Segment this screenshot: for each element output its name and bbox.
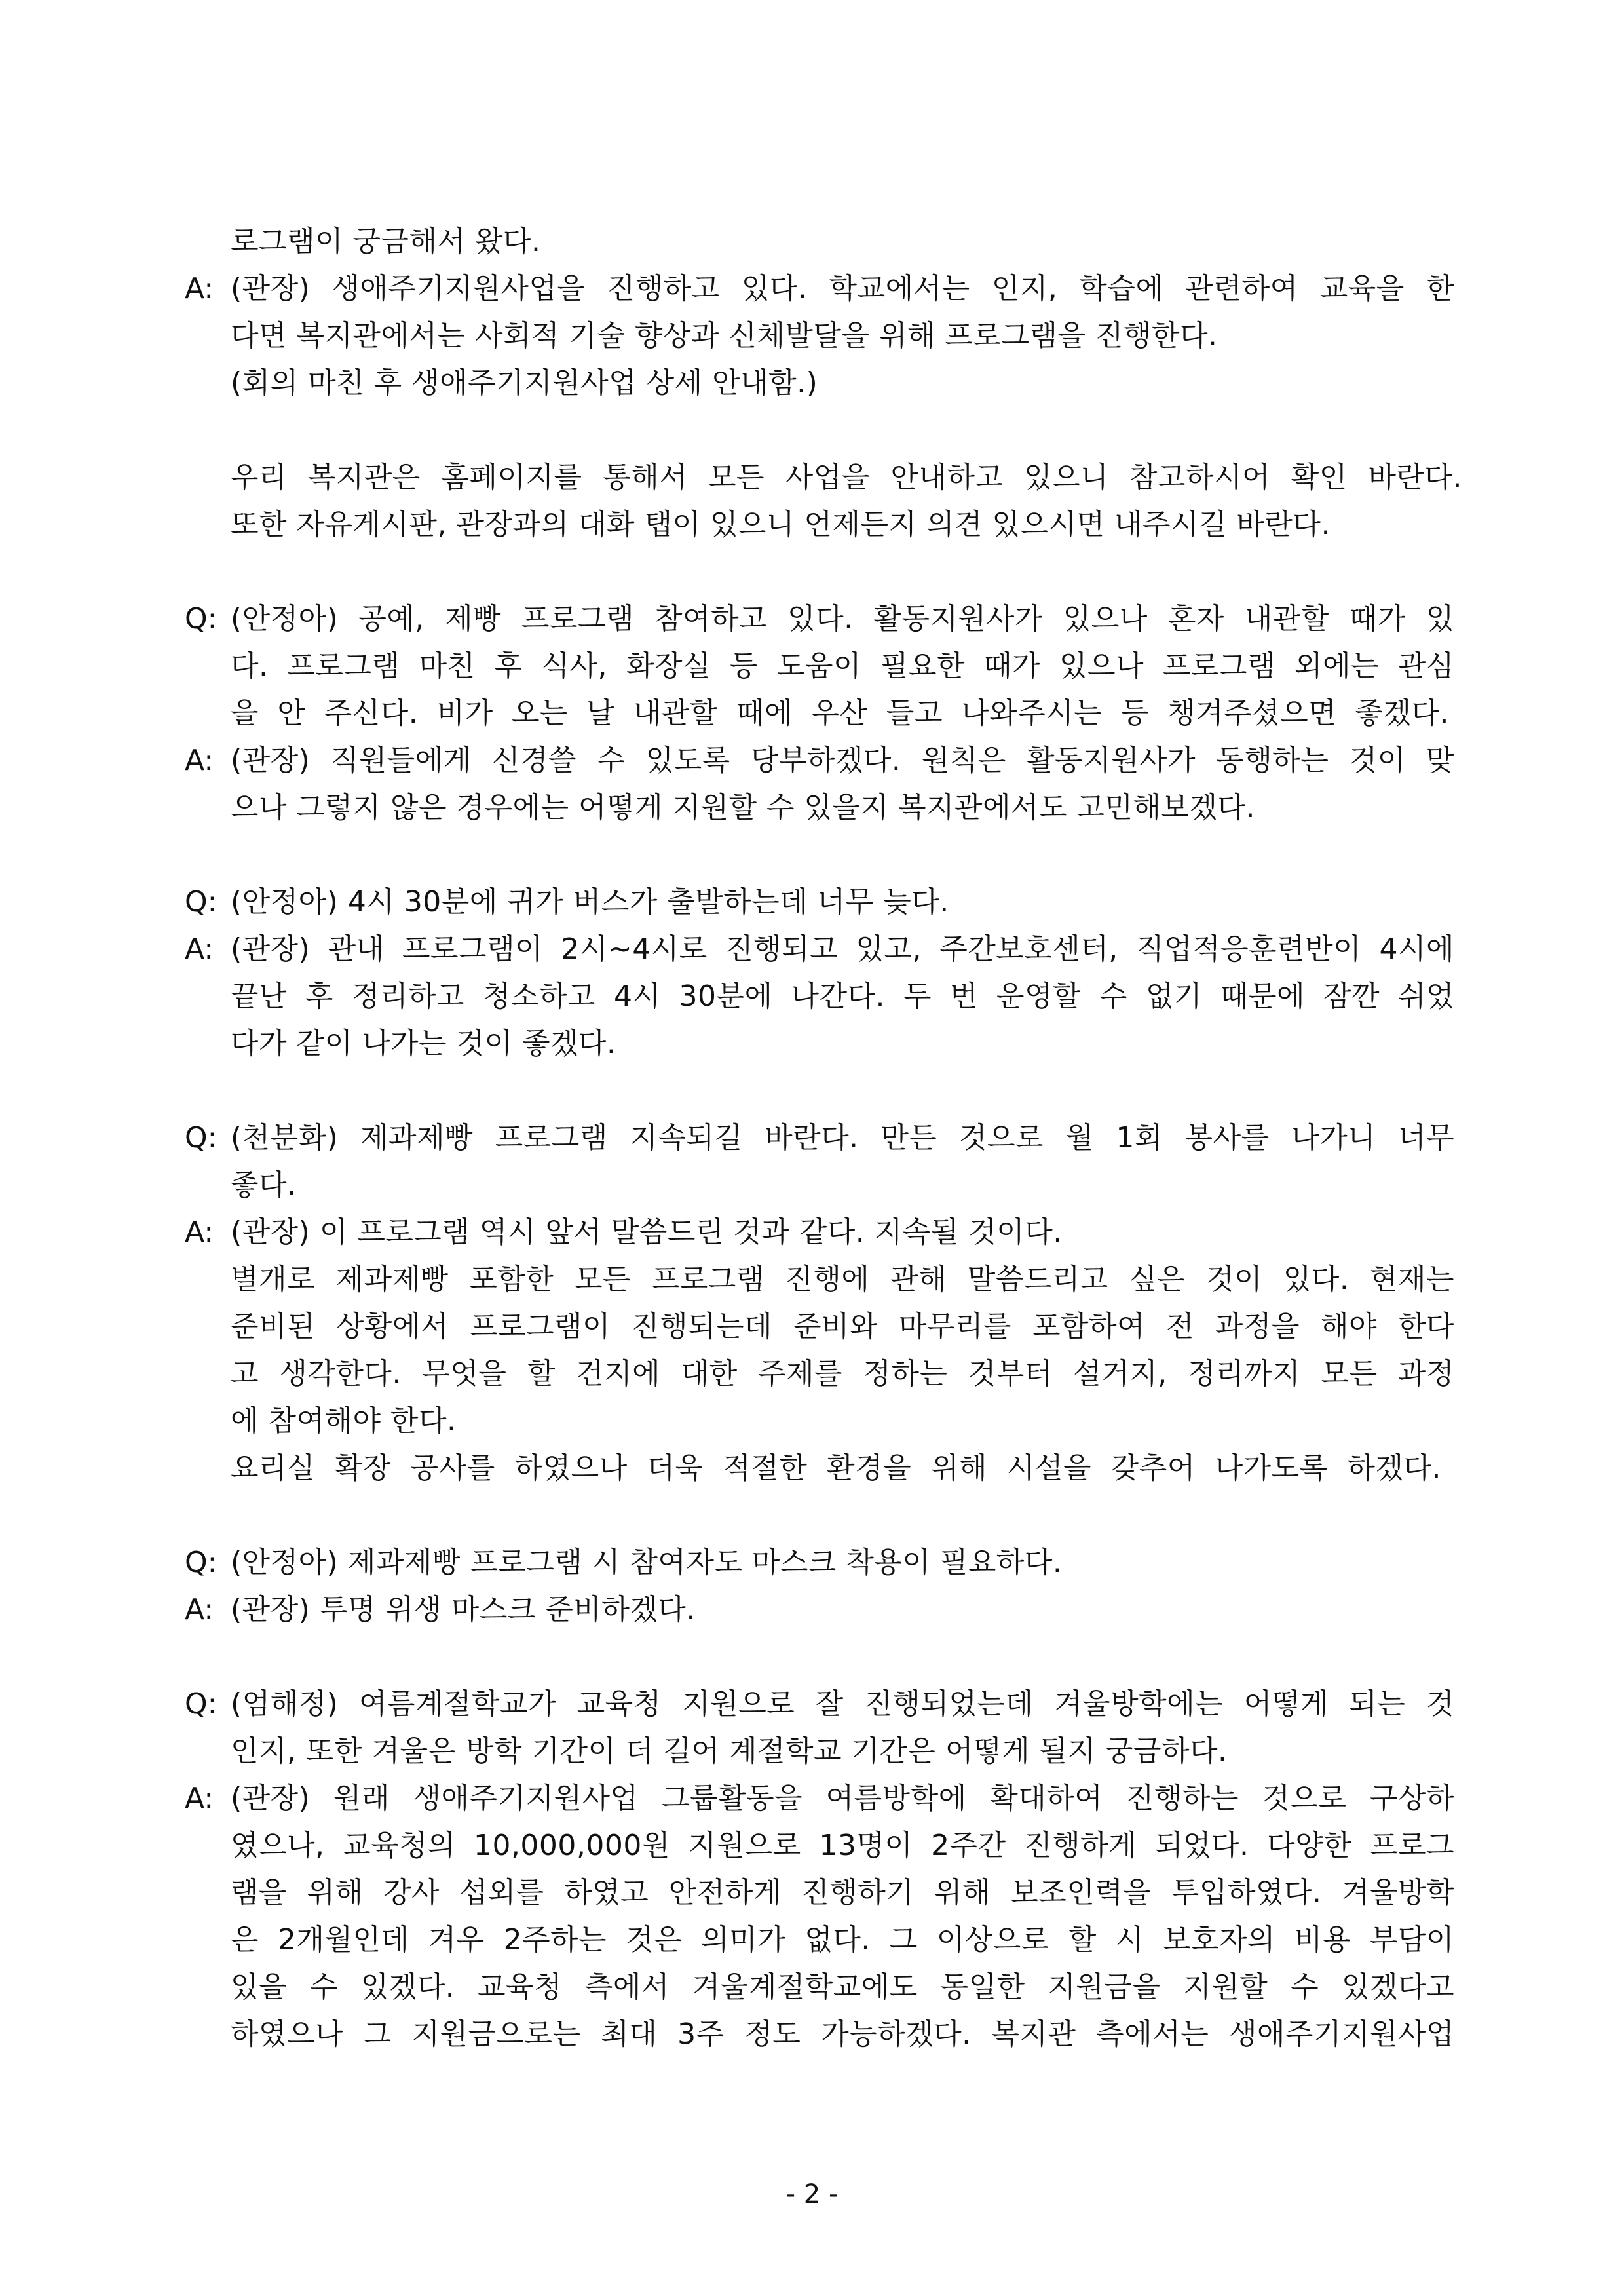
question-label: Q: <box>185 602 217 636</box>
answer-label: A: <box>185 1593 214 1626</box>
body-line: 다면 복지관에서는 사회적 기술 향상과 신체발달을 위해 프로그램을 진행한다. <box>231 319 1218 353</box>
page-number: - 2 - <box>785 2179 839 2210</box>
body-line: 인지, 또한 겨울은 방학 기간이 더 길어 계절학교 기간은 어떻게 될지 궁금하다. <box>231 1734 1228 1768</box>
body-line: 또한 자유게시판, 관장과의 대화 탭이 있으니 언제든지 의견 있으시면 내주시길 바란다. <box>231 508 1331 541</box>
body-line: 다가 같이 나가는 것이 좋겠다. <box>231 1027 616 1060</box>
body-line: 은 2개월인데 겨우 2주하는 것은 의미가 없다. 그 이상으로 할 시 보호자의 비용 부담이 <box>231 1923 1454 1957</box>
body-line: 고 생각한다. 무엇을 할 건지에 대한 주제를 정하는 것부터 설거지, 정리까지 모든 과정 <box>231 1357 1454 1390</box>
answer-label: A: <box>185 272 214 305</box>
body-line: (관장) 이 프로그램 역시 앞서 말씀드린 것과 같다. 지속될 것이다. <box>231 1215 1063 1249</box>
body-line: 다. 프로그램 마친 후 식사, 화장실 등 도움이 필요한 때가 있으나 프로그램 외에는 관심 <box>231 649 1454 683</box>
body-line: 로그램이 궁금해서 왔다. <box>231 225 541 258</box>
body-line: 에 참여해야 한다. <box>231 1404 457 1438</box>
answer-label: A: <box>185 932 214 966</box>
question-label: Q: <box>185 1546 217 1579</box>
question-label: Q: <box>185 1121 217 1155</box>
body-line: (안정아) 제과제빵 프로그램 시 참여자도 마스크 착용이 필요하다. <box>231 1546 1063 1579</box>
body-line: 하였으나 그 지원금으로는 최대 3주 정도 가능하겠다. 복지관 측에서는 생애주기지원사업 <box>231 2018 1454 2051</box>
body-line: (관장) 생애주기지원사업을 진행하고 있다. 학교에서는 인지, 학습에 관련하여 교육을 한 <box>231 272 1454 305</box>
body-line: (엄해정) 여름계절학교가 교육청 지원으로 잘 진행되었는데 겨울방학에는 어떻게 되는 것 <box>231 1687 1454 1721</box>
body-line: 였으나, 교육청의 10,000,000원 지원으로 13명이 2주간 진행하게 되었다. 다양한 프로그 <box>231 1829 1454 1862</box>
body-line: 끝난 후 정리하고 청소하고 4시 30분에 나간다. 두 번 운영할 수 없기 때문에 잠깐 쉬었 <box>231 980 1454 1013</box>
body-line: 좋다. <box>231 1168 297 1202</box>
answer-label: A: <box>185 1215 214 1249</box>
body-line: 을 안 주신다. 비가 오는 날 내관할 때에 우산 들고 나와주시는 등 챙겨주셨으면 좋겠다. <box>231 697 1449 730</box>
body-line: 별개로 제과제빵 포함한 모든 프로그램 진행에 관해 말씀드리고 싶은 것이 있다. 현재는 <box>231 1263 1454 1296</box>
body-line: (관장) 원래 생애주기지원사업 그룹활동을 여름방학에 확대하여 진행하는 것으로 구상하 <box>231 1782 1454 1815</box>
body-line: 요리실 확장 공사를 하였으나 더욱 적절한 환경을 위해 시설을 갖추어 나가도록 하겠다. <box>231 1451 1441 1485</box>
question-label: Q: <box>185 885 217 919</box>
body-line: (안정아) 4시 30분에 귀가 버스가 출발하는데 너무 늦다. <box>231 885 949 919</box>
question-label: Q: <box>185 1687 217 1721</box>
body-line: (관장) 투명 위생 마스크 준비하겠다. <box>231 1593 696 1626</box>
body-line: (천분화) 제과제빵 프로그램 지속되길 바란다. 만든 것으로 월 1회 봉사를 나가니 너무 <box>231 1121 1454 1155</box>
body-line: 램을 위해 강사 섭외를 하였고 안전하게 진행하기 위해 보조인력을 투입하였다. 겨울방학 <box>231 1876 1454 1909</box>
answer-label: A: <box>185 1782 214 1815</box>
body-line: 있을 수 있겠다. 교육청 측에서 겨울계절학교에도 동일한 지원금을 지원할 수 있겠다고 <box>231 1970 1454 2004</box>
body-line: 으나 그렇지 않은 경우에는 어떻게 지원할 수 있을지 복지관에서도 고민해보겠다. <box>231 791 1255 824</box>
body-line: (관장) 관내 프로그램이 2시~4시로 진행되고 있고, 주간보호센터, 직업적응훈련반이 4시에 <box>231 932 1454 966</box>
body-line: 우리 복지관은 홈페이지를 통해서 모든 사업을 안내하고 있으니 참고하시어 확인 바란다. <box>231 461 1462 494</box>
body-line: (관장) 직원들에게 신경쓸 수 있도록 당부하겠다. 원칙은 활동지원사가 동행하는 것이 맞 <box>231 744 1454 777</box>
answer-label: A: <box>185 744 214 777</box>
body-line: (회의 마친 후 생애주기지원사업 상세 안내함.) <box>231 366 818 400</box>
body-line: (안정아) 공예, 제빵 프로그램 참여하고 있다. 활동지원사가 있으나 혼자 내관할 때가 있 <box>231 602 1454 636</box>
body-line: 준비된 상황에서 프로그램이 진행되는데 준비와 마무리를 포함하여 전 과정을 해야 한다 <box>231 1310 1454 1343</box>
